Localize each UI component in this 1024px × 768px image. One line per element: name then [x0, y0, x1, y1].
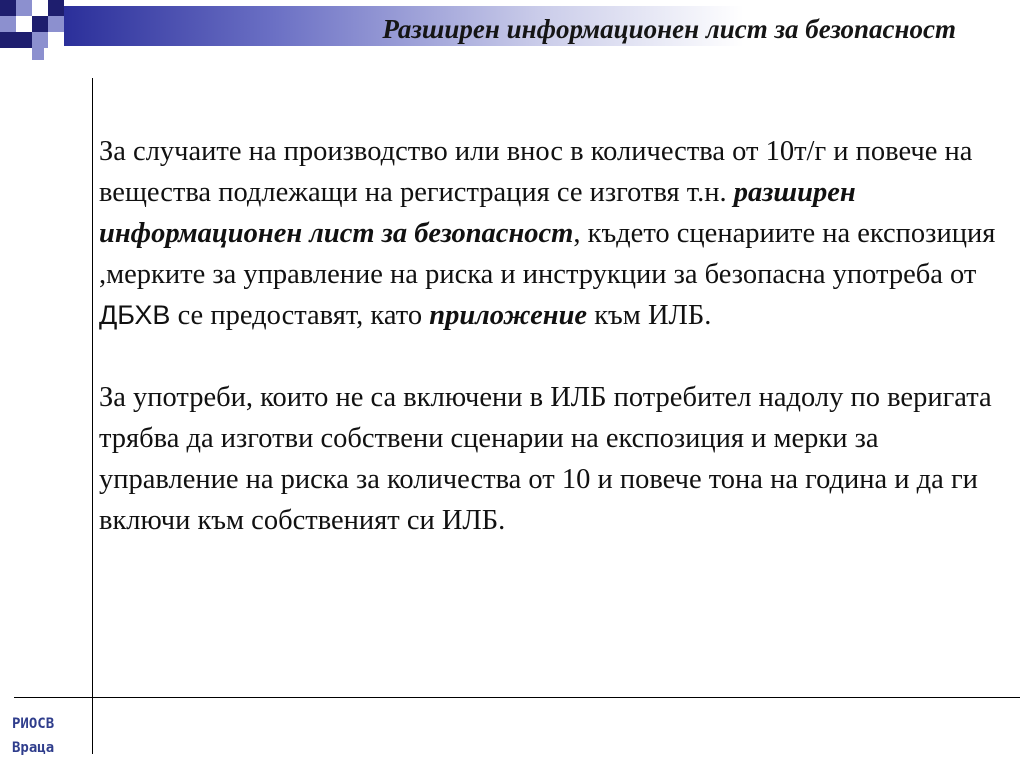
title-bar: [64, 6, 1008, 46]
emphasis-extended-sds: разширен информационен лист за безопасност: [99, 177, 856, 249]
horizontal-divider: [14, 697, 1020, 698]
abbr-dbhv: ДБХВ: [99, 300, 171, 330]
slide-body: [99, 131, 999, 541]
checkered-squares-logo-icon: [0, 0, 80, 60]
emphasis-annex: приложение: [429, 300, 588, 331]
paragraph-downstream-user: За употреби, които не са включени в ИЛБ потребител надолу по веригата трябва да изготви собствени сценарии на експозиция и мерки за управление на риска за количества от 10 и повече тона на година и да ги включи към собственият си ИЛБ.: [99, 382, 992, 536]
paragraph1-text4: към ИЛБ.: [587, 300, 712, 331]
slide-title: Разширен информационен лист за безопасност: [382, 14, 956, 44]
paragraph1-text3: се предоставят, като: [170, 300, 430, 331]
paragraph1-text2: , където сценариите на експозиция ,мерките за управление на риска и инструкции за безопасна употреба от: [99, 218, 996, 290]
footer-org-line1: РИОСВ: [12, 716, 55, 732]
footer-org-line2: Враца: [12, 740, 55, 756]
paragraph-extended-sds: [99, 131, 999, 336]
vertical-divider: [92, 78, 93, 754]
footer-organization: [12, 712, 54, 760]
paragraph1-text1: За случаите на производство или внос в количества от 10т/г и повече на вещества подлежащи на регистрация се изготвя т.н.: [99, 136, 973, 208]
